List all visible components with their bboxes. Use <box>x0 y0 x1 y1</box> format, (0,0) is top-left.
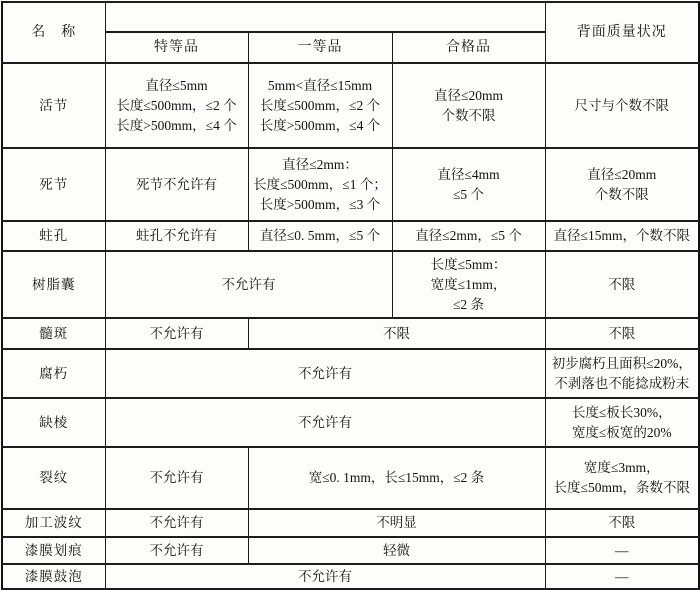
spec-cell <box>248 447 545 509</box>
spec-line: 不允许有 <box>149 325 204 341</box>
spec-cell <box>248 63 392 148</box>
spec-line: 长度≤500mm，≤2 个 <box>116 97 237 113</box>
spec-line: 长度≤50mm，条数不限 <box>553 480 690 495</box>
spec-line: 不允许有 <box>149 515 204 530</box>
spec-line: 不允许有 <box>298 568 352 584</box>
spec-cell <box>545 398 699 447</box>
spec-cell <box>105 447 248 509</box>
spec-cell <box>105 318 248 349</box>
spec-cell <box>105 349 545 398</box>
table-row <box>2 398 699 447</box>
defect-name: 树脂囊 <box>2 251 105 318</box>
spec-line: 不限 <box>608 325 636 341</box>
spec-cell <box>545 251 699 318</box>
header-empty-band <box>105 2 545 32</box>
spec-cell <box>545 63 699 148</box>
table-row <box>2 318 699 349</box>
defect-name: 蛀孔 <box>2 221 105 251</box>
col-header-first-grade: 一等品 <box>248 32 392 63</box>
spec-line: 长度≤500mm，≤1 个； <box>253 176 387 192</box>
spec-cell <box>545 221 699 251</box>
spec-line: 初步腐朽且面积≤20%， <box>551 355 692 371</box>
defect-name: 漆膜划痕 <box>2 537 105 564</box>
spec-line: 不限 <box>608 276 636 292</box>
table-row <box>2 221 699 251</box>
table-row <box>2 509 699 537</box>
spec-cell <box>545 447 699 509</box>
header-row-top <box>2 2 699 32</box>
spec-line: 5mm<直径≤15mm <box>267 77 373 93</box>
spec-line: 不允许有 <box>149 470 204 485</box>
col-header-special-grade: 特等品 <box>105 32 248 63</box>
spec-line: 不允许有 <box>298 365 352 381</box>
spec-line: 直径≤4mm <box>437 166 500 182</box>
spec-cell <box>545 148 699 221</box>
spec-cell <box>392 221 545 251</box>
col-header-name: 名 称 <box>2 2 105 63</box>
spec-cell <box>105 537 248 564</box>
spec-line: 长度≤500mm，≤2 个 <box>259 97 381 113</box>
defect-name: 漆膜鼓泡 <box>2 564 105 589</box>
spec-cell <box>248 509 545 537</box>
spec-line: 蛀孔不允许有 <box>136 228 217 243</box>
spec-cell <box>392 63 545 148</box>
defect-name: 活节 <box>2 63 105 148</box>
spec-line: 不明显 <box>376 515 417 530</box>
spec-line: 不允许有 <box>221 276 276 292</box>
defect-name: 死节 <box>2 148 105 221</box>
spec-line: 长度>500mm，≤3 个 <box>259 196 381 212</box>
spec-line: 直径≤20mm <box>587 166 657 182</box>
spec-cell <box>248 148 392 221</box>
spec-cell <box>392 148 545 221</box>
spec-line: 不剥落也不能捻成粉末 <box>554 375 690 391</box>
table-row <box>2 349 699 398</box>
spec-cell <box>545 509 699 537</box>
spec-line: ≤2 条 <box>452 296 485 312</box>
spec-line: 宽≤0. 1mm，长≤15mm，≤2 条 <box>308 470 485 485</box>
spec-cell <box>105 509 248 537</box>
spec-line: 不限 <box>383 325 410 341</box>
spec-line: 轻微 <box>383 542 410 558</box>
spec-line: ≤5 个 <box>452 186 485 202</box>
spec-cell <box>248 537 545 564</box>
spec-line: 宽度≤3mm， <box>583 460 660 475</box>
spec-cell <box>105 63 248 148</box>
spec-cell <box>545 318 699 349</box>
spec-line: 长度>500mm，≤4 个 <box>116 117 237 133</box>
spec-cell <box>105 221 248 251</box>
spec-line: — <box>615 542 629 558</box>
spec-cell <box>105 251 392 318</box>
spec-line: 个数不限 <box>594 186 649 202</box>
table-row <box>2 148 699 221</box>
col-header-qualified-grade: 合格品 <box>392 32 545 63</box>
defect-name: 腐朽 <box>2 349 105 398</box>
table-row <box>2 537 699 564</box>
spec-cell <box>105 398 545 447</box>
spec-line: 宽度≤1mm， <box>430 276 507 292</box>
spec-cell <box>248 318 545 349</box>
defect-name: 髓斑 <box>2 318 105 349</box>
spec-line: — <box>615 568 629 584</box>
spec-cell <box>545 564 699 589</box>
table-row <box>2 447 699 509</box>
appearance-quality-table <box>1 1 700 590</box>
col-header-back-quality: 背面质量状况 <box>545 2 699 63</box>
spec-cell <box>248 221 392 251</box>
spec-line: 直径≤20mm <box>434 87 503 103</box>
spec-line: 直径≤15mm，个数不限 <box>553 228 690 243</box>
spec-line: 个数不限 <box>441 107 496 123</box>
spec-line: 不限 <box>608 515 636 530</box>
defect-name: 裂纹 <box>2 447 105 509</box>
spec-line: 不允许有 <box>298 414 352 430</box>
spec-line: 死节不允许有 <box>136 176 217 192</box>
spec-line: 直径≤2mm： <box>282 156 358 172</box>
spec-line: 不允许有 <box>149 542 204 558</box>
spec-line: 直径≤5mm <box>145 77 208 93</box>
spec-cell <box>545 349 699 398</box>
defect-name: 缺棱 <box>2 398 105 447</box>
table-row <box>2 564 699 589</box>
spec-cell <box>105 148 248 221</box>
spec-line: 直径≤2mm，≤5 个 <box>415 228 522 243</box>
table-row <box>2 63 699 148</box>
spec-cell <box>545 537 699 564</box>
spec-line: 长度>500mm，≤4 个 <box>259 117 381 133</box>
table-row <box>2 251 699 318</box>
table-body <box>2 63 699 589</box>
spec-cell <box>105 564 545 589</box>
spec-line: 宽度≤板宽的20% <box>571 424 672 440</box>
spec-line: 长度≤板长30%， <box>571 404 672 420</box>
spec-line: 直径≤0. 5mm，≤5 个 <box>259 228 381 243</box>
spec-line: 长度≤5mm： <box>430 256 507 272</box>
spec-line: 尺寸与个数不限 <box>574 97 670 113</box>
spec-cell <box>392 251 545 318</box>
defect-name: 加工波纹 <box>2 509 105 537</box>
